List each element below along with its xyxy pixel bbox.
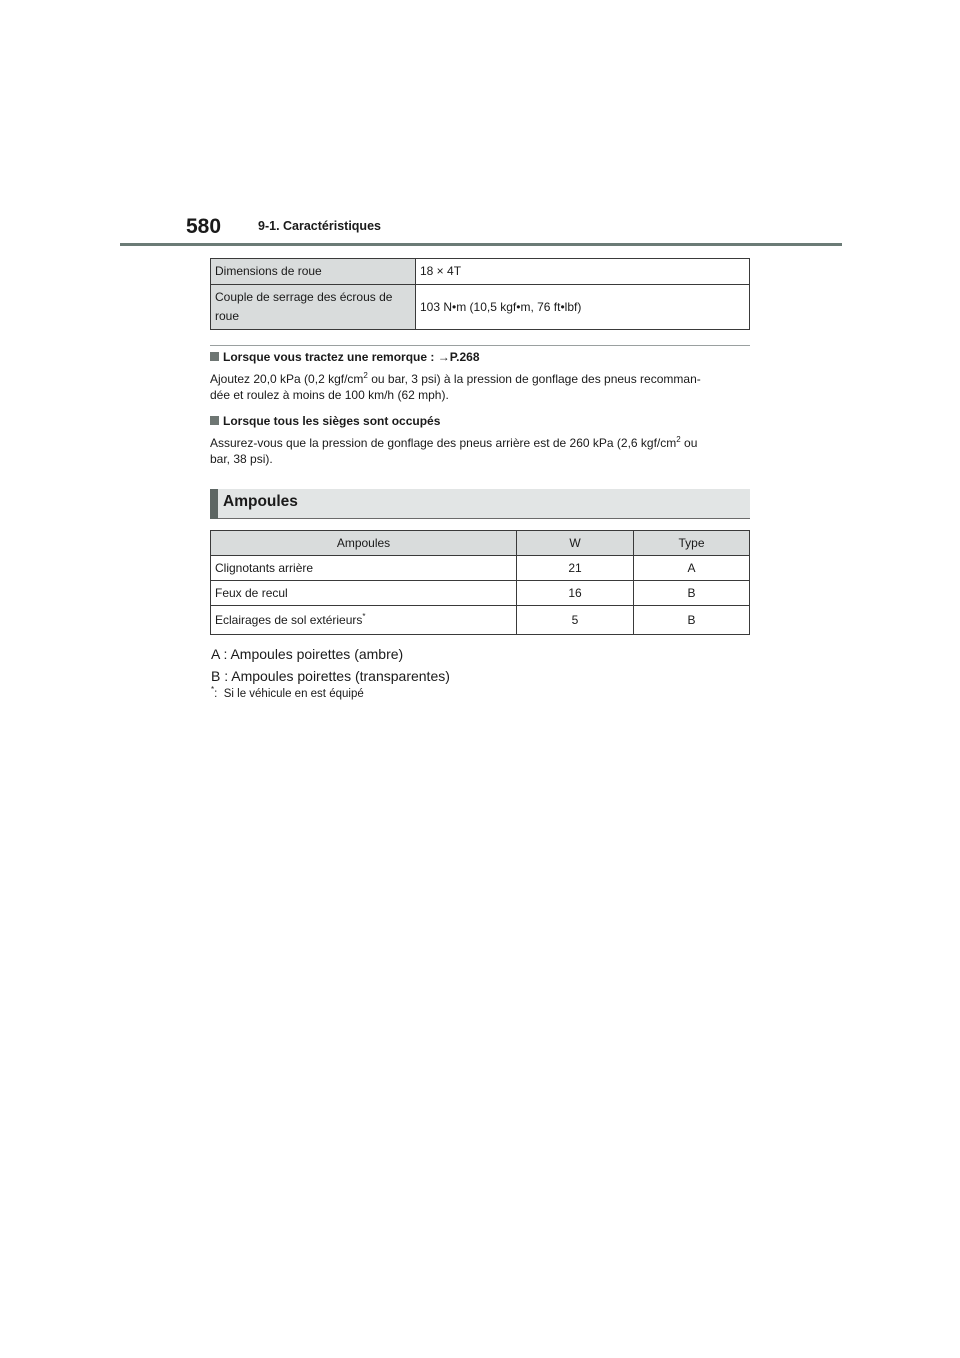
seats-note-body <box>210 435 750 467</box>
legend-a: A : Ampoules poirettes (ambre) <box>211 646 404 662</box>
wheel-size-value: 18 × 4T <box>416 259 750 285</box>
bulb-watt: 5 <box>517 606 634 635</box>
banner-accent-bar <box>210 489 218 519</box>
nut-torque-label-line1: Couple de serrage des écrous de <box>215 290 393 304</box>
nut-torque-label <box>211 285 416 330</box>
seats-text-a: Assurez-vous que la pression de gonflage des pneus arrière est de 260 kPa (2,6 kgf/cm <box>210 436 677 450</box>
bulb-watt: 21 <box>517 556 634 581</box>
footnote <box>211 685 364 700</box>
section-rule <box>210 345 750 346</box>
towing-text-a: Ajoutez 20,0 kPa (0,2 kgf/cm <box>210 372 364 386</box>
bulb-type: B <box>634 606 750 635</box>
section-title: 9-1. Caractéristiques <box>258 219 381 233</box>
page-reference-link[interactable]: P.268 <box>449 350 480 364</box>
towing-note-heading <box>210 349 750 365</box>
seats-text-c: bar, 38 psi). <box>210 452 273 466</box>
table-row <box>211 556 750 581</box>
bulb-type: A <box>634 556 750 581</box>
seats-note-heading <box>210 413 750 429</box>
column-header-watt: W <box>517 531 634 556</box>
square-bullet-icon <box>210 352 219 361</box>
towing-heading-text: Lorsque vous tractez une remorque : <box>223 350 438 364</box>
footnote-marker: * <box>211 685 215 695</box>
seats-text-b: ou <box>680 436 698 450</box>
superscript: 2 <box>363 371 368 380</box>
table-header-row <box>211 531 750 556</box>
arrow-icon: → <box>437 350 450 364</box>
seats-heading-text: Lorsque tous les sièges sont occupés <box>223 414 441 428</box>
footnote-marker: * <box>362 612 366 621</box>
bulb-name-text: Eclairages de sol extérieurs <box>215 613 363 627</box>
column-header-type: Type <box>634 531 750 556</box>
table-row <box>211 259 750 285</box>
wheel-spec-table <box>210 258 750 330</box>
wheel-size-label: Dimensions de roue <box>211 259 416 285</box>
bulbs-section-banner <box>210 489 750 519</box>
legend-b: B : Ampoules poirettes (transparentes) <box>211 668 450 684</box>
bulb-watt: 16 <box>517 581 634 606</box>
nut-torque-value: 103 N•m (10,5 kgf•m, 76 ft•lbf) <box>416 285 750 330</box>
bulbs-table <box>210 530 750 635</box>
towing-note <box>210 349 750 403</box>
header-rule <box>120 243 842 246</box>
table-row <box>211 581 750 606</box>
towing-text-c: dée et roulez à moins de 100 km/h (62 mph). <box>210 388 449 402</box>
footnote-colon: : <box>214 688 218 700</box>
bulb-name <box>211 606 517 635</box>
square-bullet-icon <box>210 416 219 425</box>
page-number: 580 <box>186 215 222 238</box>
footnote-text: Si le véhicule en est équipé <box>223 688 364 700</box>
table-row <box>211 606 750 635</box>
column-header-bulbs: Ampoules <box>211 531 517 556</box>
bulb-name: Clignotants arrière <box>211 556 517 581</box>
seats-note <box>210 413 750 467</box>
nut-torque-label-line2: roue <box>215 309 240 323</box>
superscript: 2 <box>676 435 681 444</box>
towing-text-b: ou bar, 3 psi) à la pression de gonflage des pneus recomman- <box>367 372 701 386</box>
bulb-name: Feux de recul <box>211 581 517 606</box>
towing-note-body <box>210 371 750 403</box>
table-row <box>211 285 750 330</box>
bulbs-section-title: Ampoules <box>223 493 298 510</box>
bulb-type: B <box>634 581 750 606</box>
